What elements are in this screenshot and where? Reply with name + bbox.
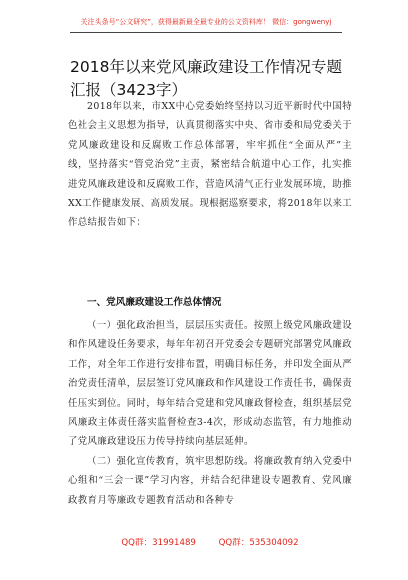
header-banner: 关注头条号“公文研究”，获得最新最全最专业的公文资料库！ 微信：gongwenyj [80, 18, 332, 26]
body-paragraph-2: （二）强化宣传教育，筑牢思想防线。将廉政教育纳入党委中心组和“三会一课”学习内容，并结合纪律建设专题教育、党风廉政教育月等廉政专题教育活动和各种专 [68, 455, 352, 506]
section-heading: 一、党风廉政建设工作总体情况 [87, 297, 222, 308]
intro-paragraph: 2018年以来，市XX中心党委始终坚持以习近平新时代中国特色社会主义思想为指导，认真贯彻落实中央、省市委和局党委关于党风廉政建设和反腐败工作总体部署，牢牢抓住“全面从严”主线，坚持落实“管党治党”主责，紧密结合航道中心工作，扎实推进党风廉政建设和反腐败工作，营造风清气正行业发展环境，助推XX工作健康发展、高质发展。现根据巡察要求，将2018年以来工作总结报告如下： [68, 101, 352, 229]
footer-contact [68, 537, 352, 549]
body-paragraph-block [68, 316, 352, 510]
header-divider [70, 32, 342, 33]
footer-qq-group-1: QQ群：31991489 [121, 538, 196, 548]
footer-qq-group-2: QQ群：535304092 [218, 538, 299, 548]
intro-paragraph-block [68, 97, 352, 233]
body-paragraph-1: （一）强化政治担当，层层压实责任。按照上级党风廉政建设和作风建设任务要求，每年年初召开党委会专题研究部署党风廉政工作，对全年工作进行安排布置，明确目标任务，并印发全面从严治党责任清单，层层签订党风廉政和作风建设工作责任书，确保责任压实到位。同时，每年结合党建和党风廉政督检查，组织基层党风廉政主体责任落实监督检查3-4次，形成动态监管，有力地推动了党风廉政建设压力传导持续向基层延伸。 [68, 320, 352, 448]
document-title: 2018年以来党风廉政建设工作情况专题汇报（3423字） [70, 58, 342, 99]
